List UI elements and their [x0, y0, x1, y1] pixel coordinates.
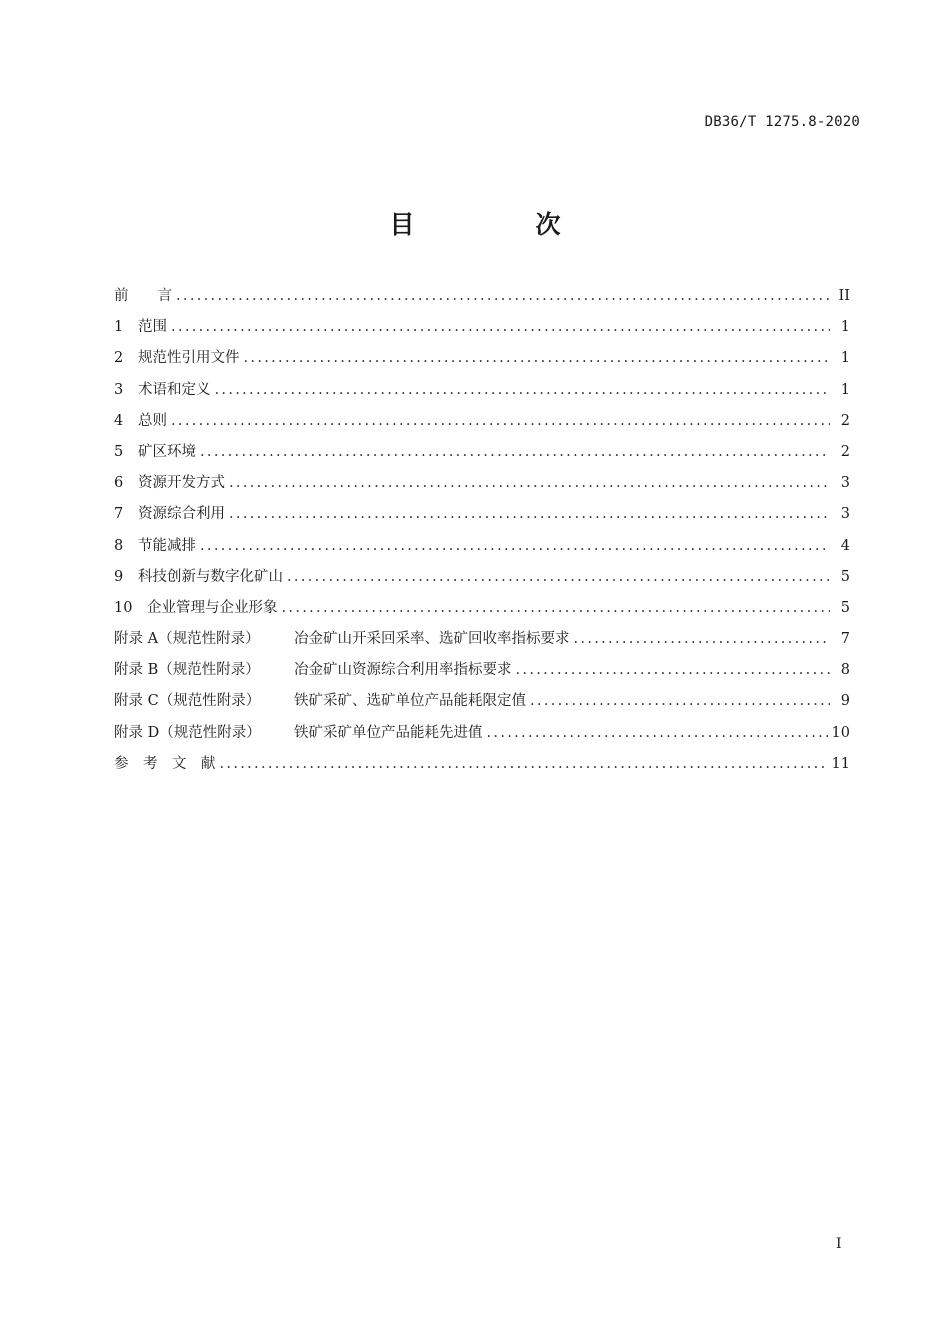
- toc-leader-dots: [282, 600, 831, 616]
- toc-entry-mining-environment[interactable]: [114, 440, 850, 471]
- toc-entry-number: 附录 C（规范性附录）: [114, 693, 261, 710]
- toc-entry-tech-innovation[interactable]: [114, 565, 850, 596]
- toc-entry-text: 冶金矿山资源综合利用率指标要求: [294, 662, 512, 679]
- toc-entry-number: 10: [114, 599, 133, 616]
- table-of-contents: [114, 284, 850, 783]
- toc-entry-text: 规范性引用文件: [138, 350, 240, 367]
- toc-entry-number: 7: [114, 506, 124, 523]
- toc-entry-enterprise-management[interactable]: [114, 596, 850, 627]
- toc-entry-appendix-a[interactable]: [114, 627, 850, 658]
- toc-entry-normative-references[interactable]: [114, 346, 850, 377]
- toc-entry-page: 1: [840, 381, 850, 398]
- toc-entry-number: 9: [114, 568, 124, 585]
- toc-leader-dots: [220, 756, 828, 772]
- toc-leader-dots: [200, 444, 830, 460]
- toc-entry-number: 8: [114, 537, 124, 554]
- toc-entry-text: 节能减排: [138, 537, 196, 554]
- toc-leader-dots: [574, 631, 831, 647]
- toc-entry-page: 3: [840, 506, 850, 523]
- toc-entry-text: 总则: [138, 412, 167, 429]
- toc-entry-page: 1: [840, 350, 850, 367]
- toc-entry-appendix-c[interactable]: [114, 689, 850, 720]
- toc-entry-number: 附录 D（规范性附录）: [114, 724, 261, 741]
- toc-entry-page: 11: [831, 755, 850, 772]
- toc-leader-dots: [516, 662, 831, 678]
- toc-entry-text: 范围: [138, 319, 167, 336]
- toc-entry-text: 资源开发方式: [138, 475, 225, 492]
- toc-leader-dots: [244, 350, 831, 366]
- toc-leader-dots: [176, 288, 830, 304]
- toc-leader-dots: [171, 413, 830, 429]
- toc-entry-bibliography[interactable]: [114, 752, 850, 783]
- toc-entry-page: II: [838, 288, 850, 304]
- toc-entry-number: 2: [114, 350, 124, 367]
- toc-entry-text: 矿区环境: [138, 443, 196, 460]
- toc-entry-scope[interactable]: [114, 315, 850, 346]
- toc-entry-general[interactable]: [114, 409, 850, 440]
- page-number: I: [836, 1236, 842, 1252]
- toc-entry-text: 科技创新与数字化矿山: [138, 568, 283, 585]
- toc-entry-page: 3: [840, 475, 850, 492]
- toc-entry-text: 术语和定义: [138, 381, 211, 398]
- page-title: 目 次: [389, 210, 609, 239]
- toc-entry-number: 3: [114, 381, 124, 398]
- toc-entry-energy-saving[interactable]: [114, 534, 850, 565]
- toc-entry-terms-definitions[interactable]: [114, 378, 850, 409]
- toc-entry-page: 9: [840, 693, 850, 710]
- toc-leader-dots: [530, 693, 830, 709]
- toc-entry-page: 2: [840, 412, 850, 429]
- toc-entry-page: 8: [840, 662, 850, 679]
- toc-entry-text: 铁矿采矿单位产品能耗先进值: [294, 724, 483, 741]
- toc-entry-resource-development[interactable]: [114, 471, 850, 502]
- toc-entry-page: 5: [840, 599, 850, 616]
- standard-code: DB36/T 1275.8-2020: [704, 114, 860, 130]
- toc-entry-number: 5: [114, 443, 124, 460]
- toc-entry-text: 铁矿采矿、选矿单位产品能耗限定值: [294, 693, 526, 710]
- toc-entry-number: 1: [114, 319, 124, 336]
- toc-entry-page: 5: [840, 568, 850, 585]
- toc-leader-dots: [229, 475, 830, 491]
- toc-entry-text: 参 考 文 献: [114, 755, 216, 772]
- toc-entry-page: 2: [840, 443, 850, 460]
- toc-entry-number: 附录 B（规范性附录）: [114, 662, 260, 679]
- toc-leader-dots: [171, 319, 830, 335]
- toc-entry-number: 附录 A（规范性附录）: [114, 631, 260, 648]
- toc-entry-text: 前 言: [114, 288, 172, 304]
- toc-entry-text: 冶金矿山开采回采率、选矿回收率指标要求: [294, 631, 570, 648]
- toc-entry-page: 4: [840, 537, 850, 554]
- toc-entry-appendix-b[interactable]: [114, 658, 850, 689]
- toc-leader-dots: [287, 569, 830, 585]
- toc-entry-text: 资源综合利用: [138, 506, 225, 523]
- toc-entry-foreword[interactable]: [114, 284, 850, 315]
- toc-leader-dots: [215, 382, 831, 398]
- toc-entry-page: 7: [840, 631, 850, 648]
- toc-entry-number: 6: [114, 475, 124, 492]
- toc-leader-dots: [487, 725, 828, 741]
- toc-leader-dots: [229, 506, 830, 522]
- toc-leader-dots: [200, 538, 830, 554]
- toc-entry-text: 企业管理与企业形象: [147, 599, 278, 616]
- toc-entry-page: 10: [831, 724, 850, 741]
- toc-entry-resource-utilization[interactable]: [114, 502, 850, 533]
- toc-entry-number: 4: [114, 412, 124, 429]
- toc-entry-appendix-d[interactable]: [114, 721, 850, 752]
- toc-entry-page: 1: [840, 319, 850, 336]
